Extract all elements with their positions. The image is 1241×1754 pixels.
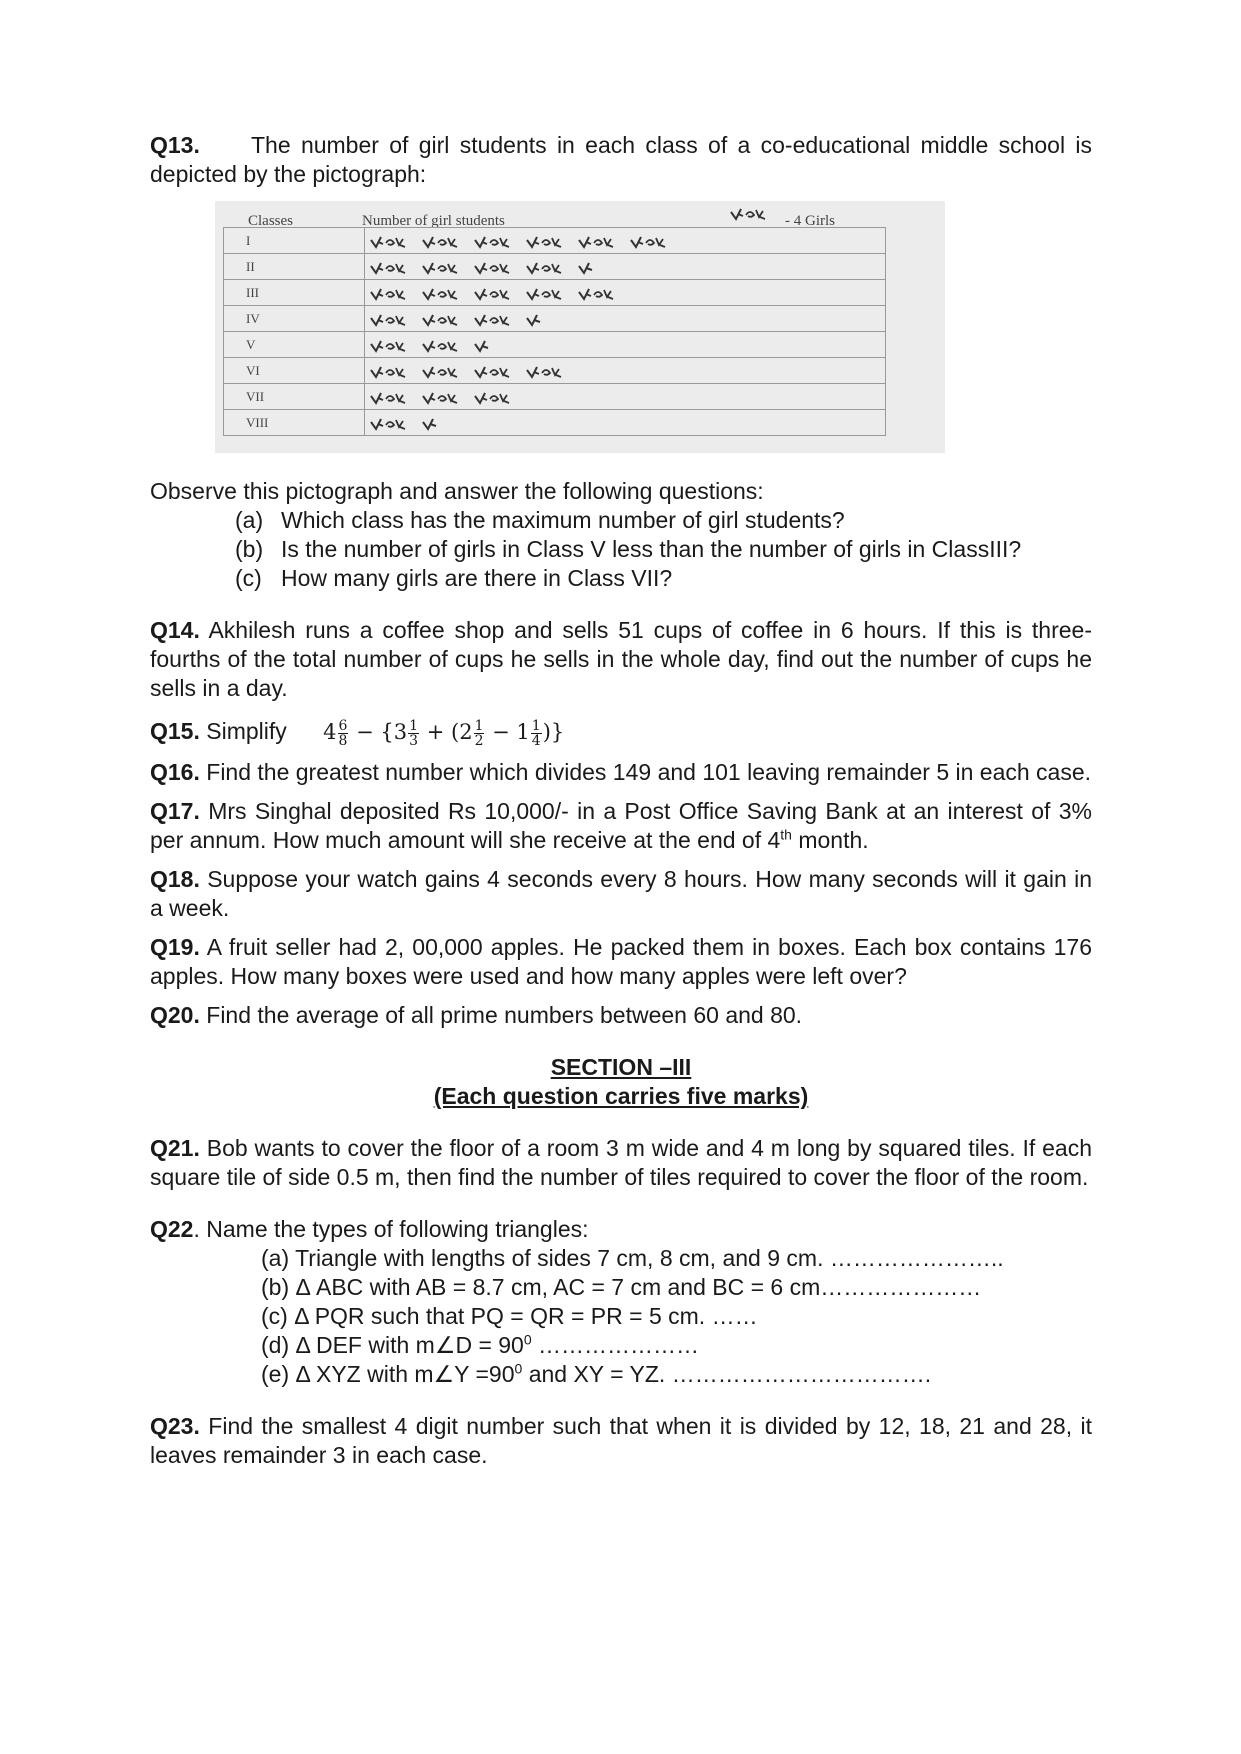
girl-full-icon xyxy=(369,235,407,249)
girl-full-icon xyxy=(525,235,563,249)
question-13 xyxy=(150,131,1092,189)
question-text: Find the greatest number which divides 149 and 101 leaving remainder 5 in each case. xyxy=(206,759,1092,785)
section-subtitle: (Each question carries five marks) xyxy=(433,1083,809,1109)
subquestion-e: (e) Δ XYZ with m∠Y $=90^0$ and XY = YZ. ……………………………. xyxy=(261,1360,932,1387)
girl-symbols xyxy=(365,358,886,384)
girl-half-icon xyxy=(577,261,595,275)
girl-half-icon xyxy=(525,313,543,327)
girl-full-icon xyxy=(421,339,459,353)
girl-full-icon xyxy=(525,365,563,379)
girl-full-icon xyxy=(421,365,459,379)
girl-full-icon xyxy=(577,287,615,301)
pictograph-header xyxy=(215,205,945,227)
class-label: III xyxy=(224,280,365,306)
question-21 xyxy=(150,1134,1092,1192)
class-label: VI xyxy=(224,358,365,384)
girl-full-icon xyxy=(473,235,511,249)
question-text: . Name the types of following triangles: xyxy=(193,1216,589,1242)
math-expression: 4 $\frac{6}{8}$ − {3 $\frac{1}{3}$ + (2 $\frac{1}{2}$ − 1 $\frac{1}{4}$ )} xyxy=(323,718,565,749)
question-number: Q17. xyxy=(150,798,200,824)
girl-full-icon xyxy=(421,313,459,327)
key-label: - 4 Girls xyxy=(785,213,835,229)
girl-full-icon xyxy=(473,261,511,275)
question-14 xyxy=(150,616,1092,703)
question-number: Q21. xyxy=(150,1135,200,1161)
girl-full-icon xyxy=(629,235,667,249)
girl-full-icon xyxy=(473,287,511,301)
girl-full-icon xyxy=(369,261,407,275)
question-number: Q15. xyxy=(150,718,200,744)
question-16 xyxy=(150,758,1092,787)
girl-full-icon xyxy=(473,365,511,379)
girl-symbols xyxy=(365,306,886,332)
pictograph-row xyxy=(224,306,886,332)
pictograph-row xyxy=(224,332,886,358)
girl-full-icon xyxy=(577,235,615,249)
girl-full-icon xyxy=(369,417,407,431)
question-text: Mrs Singhal deposited Rs 10,000/- in a Post Office Saving Bank at an interest of 3% per annum. How much amount will she receive at the end of 4 xyxy=(150,798,1093,853)
girl-full-icon xyxy=(421,235,459,249)
subquestion-c: (c) How many girls are there in Class VII? xyxy=(235,565,673,591)
subquestion-c: (c) Δ PQR such that PQ = QR = PR = 5 cm. …… xyxy=(261,1303,758,1329)
girl-full-icon xyxy=(525,261,563,275)
subquestion-b: (b) Δ ABC with AB = 8.7 cm, AC = 7 cm and BC = 6 cm………………… xyxy=(261,1274,982,1300)
class-label: VII xyxy=(224,384,365,410)
section-title: SECTION –III xyxy=(550,1054,692,1080)
question-22 xyxy=(150,1215,1092,1244)
girl-full-icon xyxy=(369,287,407,301)
q13-subquestions xyxy=(150,506,1092,593)
girl-symbols xyxy=(365,254,886,280)
subquestion-a: (a) Triangle with lengths of sides 7 cm, 8 cm, and 9 cm. ………………….. xyxy=(261,1245,1004,1271)
girl-full-icon xyxy=(421,287,459,301)
girl-full-icon xyxy=(369,365,407,379)
class-label: IV xyxy=(224,306,365,332)
pictograph-row xyxy=(224,228,886,254)
class-label: V xyxy=(224,332,365,358)
question-number: Q23. xyxy=(150,1413,200,1439)
girl-full-icon xyxy=(369,313,407,327)
question-18 xyxy=(150,865,1092,923)
pictograph-row xyxy=(224,384,886,410)
girl-full-icon xyxy=(421,261,459,275)
class-label: I xyxy=(224,228,365,254)
question-text: Bob wants to cover the floor of a room 3 m wide and 4 m long by squared tiles. If each square tile of side 0.5 m, then find the number of tiles required to cover the floor of the room. xyxy=(150,1135,1092,1190)
girl-full-icon xyxy=(421,391,459,405)
question-text: Find the smallest 4 digit number such that when it is divided by 12, 18, 21 and 28, it leaves remainder 3 in each case. xyxy=(150,1413,1093,1468)
girl-symbols xyxy=(365,384,886,410)
key-girl-icon xyxy=(729,207,767,221)
girl-half-icon xyxy=(421,417,439,431)
pictograph-row xyxy=(224,358,886,384)
girl-full-icon xyxy=(525,287,563,301)
question-19 xyxy=(150,933,1092,991)
question-number: Q22 xyxy=(150,1216,194,1242)
girl-full-icon xyxy=(369,339,407,353)
question-number: Q13. xyxy=(150,132,200,158)
question-20 xyxy=(150,1001,1092,1030)
subquestion-a: (a) Which class has the maximum number of girl students? xyxy=(235,507,845,533)
question-text: Akhilesh runs a coffee shop and sells 51 cups of coffee in 6 hours. If this is three-fourths of the total number of cups he sells in the whole day, find out the number of cups he sells in a day. xyxy=(150,617,1092,701)
pictograph xyxy=(215,201,945,453)
question-number: Q16. xyxy=(150,759,200,785)
col-classes: Classes xyxy=(248,213,293,229)
question-text: The number of girl students in each class of a co-educational middle school is depicted by the pictograph: xyxy=(150,132,1092,187)
girl-half-icon xyxy=(473,339,491,353)
pictograph-table xyxy=(223,227,886,436)
girl-symbols xyxy=(365,332,886,358)
question-number: Q18. xyxy=(150,866,200,892)
class-label: II xyxy=(224,254,365,280)
girl-full-icon xyxy=(473,391,511,405)
question-number: Q20. xyxy=(150,1002,200,1028)
question-text: Simplify xyxy=(206,718,287,744)
question-15 xyxy=(150,713,1092,749)
pictograph-row xyxy=(224,410,886,436)
girl-symbols xyxy=(365,280,886,306)
class-label: VIII xyxy=(224,410,365,436)
q22-subquestions xyxy=(150,1244,1092,1389)
observe-instruction: Observe this pictograph and answer the following questions: xyxy=(150,478,764,504)
col-number: Number of girl students xyxy=(362,213,505,229)
girl-full-icon xyxy=(369,391,407,405)
girl-symbols xyxy=(365,228,886,254)
subquestion-d: (d) Δ DEF with m∠D = $90^0$ ………………… xyxy=(261,1331,700,1358)
question-17: Q17. Mrs Singhal deposited Rs 10,000/- in a Post Office Saving Bank at an interest of 3% per annum. How much amount will she receive at the end of 4th month. xyxy=(150,798,1093,853)
girl-symbols xyxy=(365,410,886,436)
question-number: Q14. xyxy=(150,617,200,643)
question-text: Find the average of all prime numbers between 60 and 80. xyxy=(206,1002,803,1028)
pictograph-row xyxy=(224,280,886,306)
pictograph-row xyxy=(224,254,886,280)
question-23 xyxy=(150,1412,1092,1470)
question-text: A fruit seller had 2, 00,000 apples. He packed them in boxes. Each box contains 176 apples. How many boxes were used and how many apples were left over? xyxy=(150,934,1092,989)
worksheet-page xyxy=(150,131,1092,1470)
subquestion-b: (b) Is the number of girls in Class V less than the number of girls in ClassIII? xyxy=(235,536,1022,562)
question-number: Q19. xyxy=(150,934,200,960)
question-text: Suppose your watch gains 4 seconds every 8 hours. How many seconds will it gain in a week. xyxy=(150,866,1093,921)
girl-full-icon xyxy=(473,313,511,327)
